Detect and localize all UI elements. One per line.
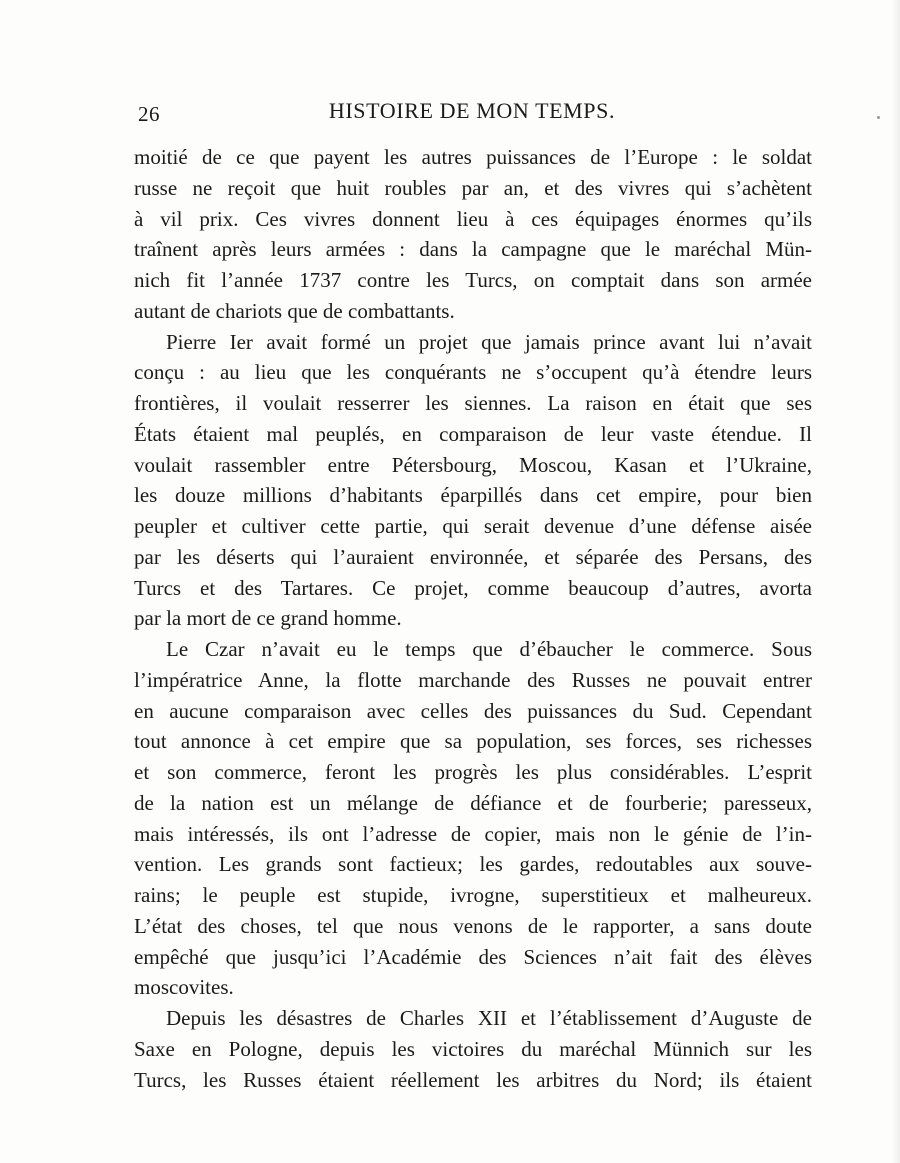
- text-line: Turcs, les Russes étaient réellement les arbitres du Nord; ils étaient: [134, 1067, 812, 1092]
- text-line: Saxe en Pologne, depuis les victoires du maréchal Münnich sur les: [134, 1036, 812, 1061]
- text-line: autant de chariots que de combattants.: [134, 298, 455, 323]
- text-line: États étaient mal peuplés, en comparaison de leur vaste étendue. Il: [134, 421, 812, 446]
- text-line: mais intéressés, ils ont l’adresse de copier, mais non le génie de l’in-: [134, 821, 812, 846]
- text-line: les douze millions d’habitants éparpillés dans cet empire, pour bien: [134, 483, 812, 508]
- speck-mark: [877, 116, 880, 119]
- text-line: empêché que jusqu’ici l’Académie des Sciences n’ait fait des élèves: [134, 944, 812, 969]
- body-text: [134, 142, 812, 1095]
- text-line: l’impératrice Anne, la flotte marchande des Russes ne pouvait entrer: [134, 667, 812, 692]
- text-line: moscovites.: [134, 975, 234, 1000]
- text-line: Depuis les désastres de Charles XII et l’établissement d’Auguste de: [166, 1006, 812, 1030]
- paragraph-3: [134, 634, 812, 1003]
- text-line: moitié de ce que payent les autres puissances de l’Europe : le soldat: [134, 145, 812, 169]
- text-line: peupler et cultiver cette partie, qui serait devenue d’une défense aisée: [134, 514, 812, 538]
- text-line: tout annonce à cet empire que sa population, ses forces, ses richesses: [134, 729, 812, 754]
- text-line: L’état des choses, tel que nous venons de le rapporter, a sans doute: [134, 913, 812, 938]
- text-line: russe ne reçoit que huit roubles par an, et des vivres qui s’achètent: [134, 175, 812, 200]
- text-line: voulait rassembler entre Pétersbourg, Moscou, Kasan et l’Ukraine,: [134, 452, 812, 477]
- text-line: par les déserts qui l’auraient environnée, et séparée des Persans, des: [134, 544, 812, 569]
- text-line: vention. Les grands sont factieux; les gardes, redoutables aux souve-: [134, 852, 812, 877]
- page-edge-shadow: [892, 0, 900, 1163]
- text-line: rains; le peuple est stupide, ivrogne, superstitieux et malheureux.: [134, 883, 812, 907]
- page-number: 26: [138, 102, 160, 126]
- text-line: frontières, il voulait resserrer les siennes. La raison en était que ses: [134, 391, 812, 415]
- running-title: HISTOIRE DE MON TEMPS.: [328, 98, 616, 123]
- text-line: de la nation est un mélange de défiance et de fourberie; paresseux,: [134, 790, 812, 815]
- running-head: [132, 98, 812, 132]
- text-line: à vil prix. Ces vivres donnent lieu à ces équipages énormes qu’ils: [134, 206, 812, 231]
- text-line: nich fit l’année 1737 contre les Turcs, on comptait dans son armée: [134, 268, 812, 292]
- text-line: en aucune comparaison avec celles des puissances du Sud. Cependant: [134, 698, 812, 723]
- text-line: Turcs et des Tartares. Ce projet, comme beaucoup d’autres, avorta: [134, 575, 812, 600]
- paragraph-2: [134, 327, 812, 635]
- text-line: Pierre Ier avait formé un projet que jamais prince avant lui n’avait: [166, 329, 812, 354]
- text-line: traînent après leurs armées : dans la campagne que le maréchal Mün-: [134, 237, 812, 262]
- text-line: Le Czar n’avait eu le temps que d’ébaucher le commerce. Sous: [166, 637, 812, 661]
- paragraph-4: [134, 1003, 812, 1095]
- text-line: et son commerce, feront les progrès les plus considérables. L’esprit: [134, 760, 812, 784]
- text-line: par la mort de ce grand homme.: [134, 606, 402, 631]
- paragraph-1: [134, 142, 812, 327]
- text-line: conçu : au lieu que les conquérants ne s’occupent qu’à étendre leurs: [134, 360, 812, 385]
